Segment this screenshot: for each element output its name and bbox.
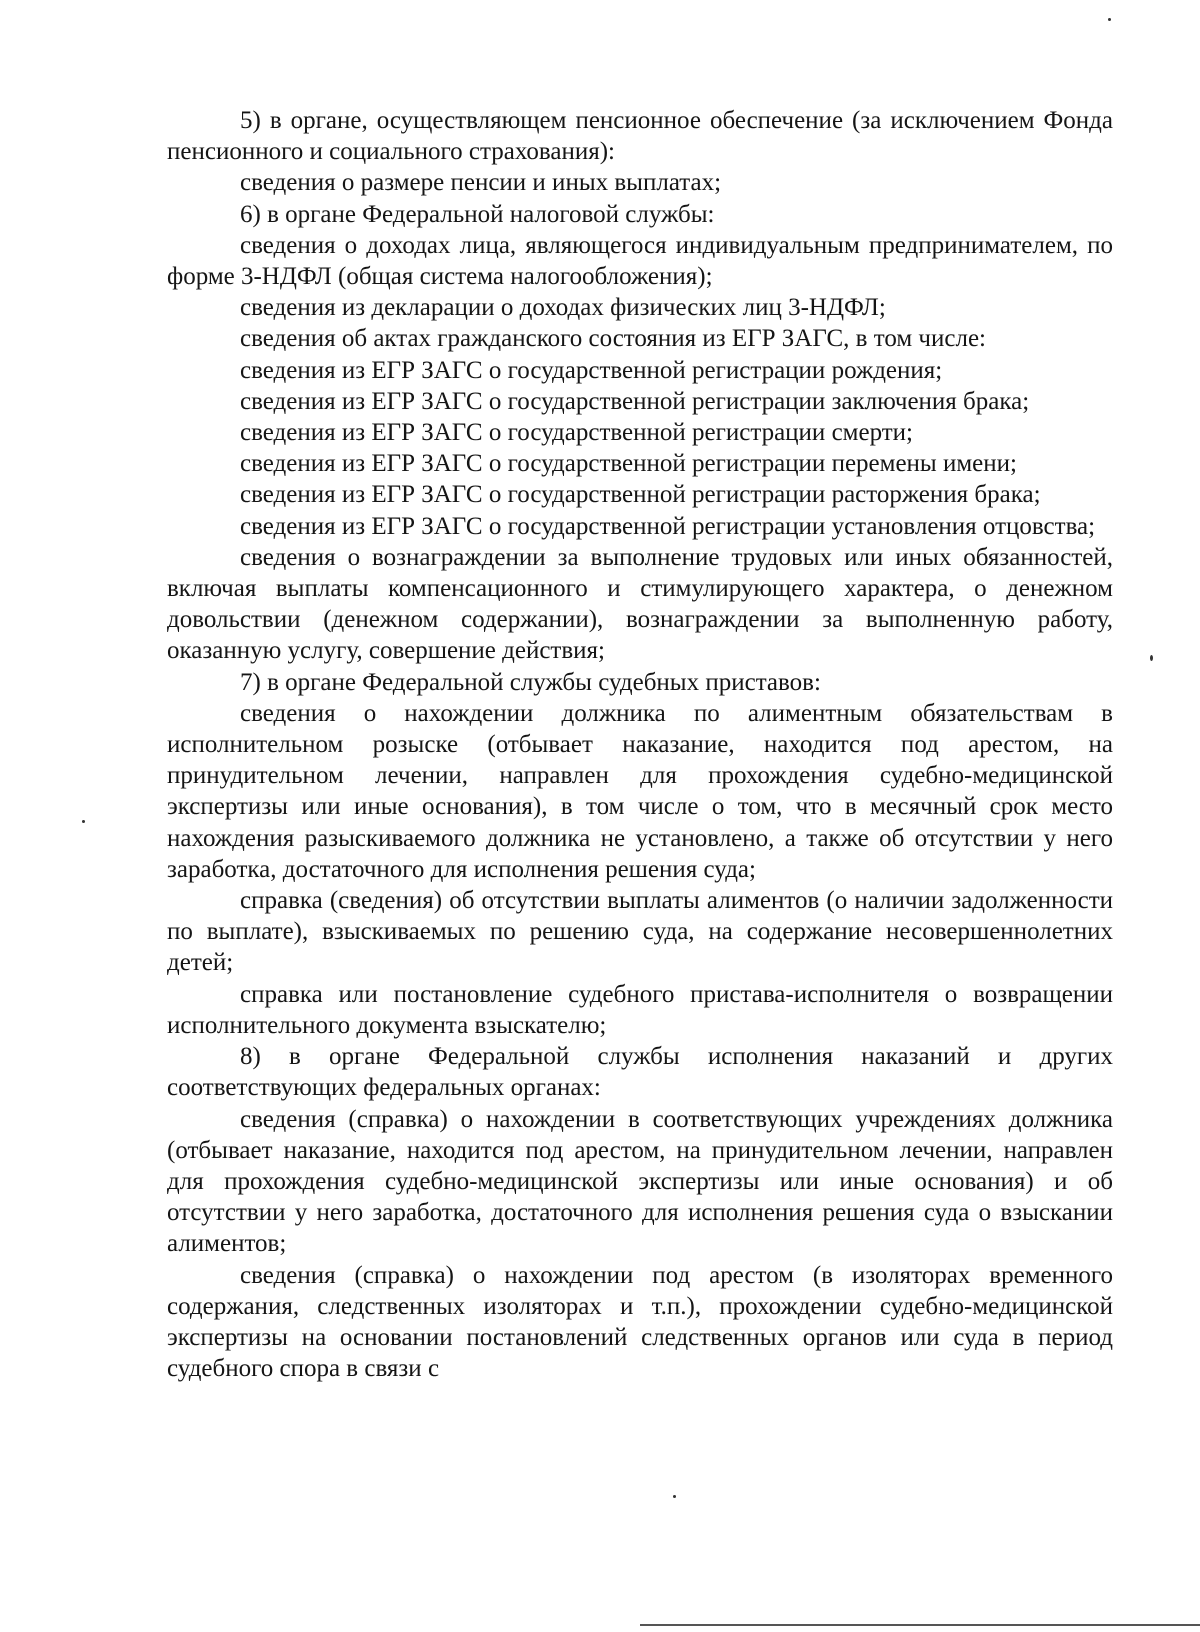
- paragraph-debtor-in-institution: сведения (справка) о нахождении в соответствующих учреждениях должника (отбывает наказание, находится под арестом, на принудительном лечении, направлен для прохождения судебно-медицинской экспертизы или иные основания) и об отсутствии у него заработка, достаточного для исполнения решения суда о взыскании алиментов;: [167, 1105, 1113, 1258]
- scan-speck: [1150, 655, 1153, 661]
- paragraph-declaration-income: сведения из декларации о доходах физических лиц 3-НДФЛ;: [240, 294, 886, 322]
- paragraph-alimony-nonpayment: справка (сведения) об отсутствии выплаты алиментов (о наличии задолженности по выплате), взыскиваемых по решению суда, на содержание несовершеннолетних детей;: [167, 887, 1113, 977]
- paragraph-name-change-registration: сведения из ЕГР ЗАГС о государственной регистрации перемены имени;: [240, 450, 1017, 478]
- paragraph-divorce-registration: сведения из ЕГР ЗАГС о государственной регистрации расторжения брака;: [240, 481, 1041, 509]
- scan-speck: [673, 1495, 676, 1498]
- paragraph-bailiff-resolution: справка или постановление судебного пристава-исполнителя о возвращении исполнительного документа взыскателю;: [167, 980, 1113, 1039]
- paragraph-item-6-tax-service: 6) в органе Федеральной налоговой службы:: [240, 200, 715, 228]
- paragraph-paternity-registration: сведения из ЕГР ЗАГС о государственной регистрации установления отцовства;: [240, 512, 1096, 540]
- paragraph-death-registration: сведения из ЕГР ЗАГС о государственной регистрации смерти;: [240, 419, 913, 447]
- paragraph-entrepreneur-income: сведения о доходах лица, являющегося индивидуальным предпринимателем, по форме 3-НДФЛ (общая система налогообложения);: [167, 231, 1113, 291]
- paragraph-civil-status-acts: сведения об актах гражданского состояния из ЕГР ЗАГС, в том числе:: [240, 325, 986, 353]
- paragraph-remuneration-info: сведения о вознаграждении за выполнение трудовых или иных обязанностей, включая выплаты компенсационного и стимулирующего характера, о денежном довольствии (денежном содержании), вознаграждении за выполненную работу, оказанную услугу, совершение действия;: [167, 543, 1113, 665]
- paragraph-birth-registration: сведения из ЕГР ЗАГС о государственной регистрации рождения;: [240, 356, 943, 384]
- paragraph-arrest-info: сведения (справка) о нахождении под арестом (в изоляторах временного содержания, следственных изоляторах и т.п.), прохождении судебно-медицинской экспертизы на основании постановлений следственных органов или суда в период судебного спора в связи с: [167, 1261, 1113, 1383]
- paragraph-debtor-search: сведения о нахождении должника по алиментным обязательствам в исполнительном розыске (отбывает наказание, находится под арестом, на принудительном лечении, направлен для прохождения судебно-медицинской экспертизы или иные основания), в том числе о том, что в месячный срок место нахождения разыскиваемого должника не установлено, а также об отсутствии у него заработка, достаточного для исполнения решения суда;: [167, 699, 1113, 883]
- paragraph-item-5-pension-body: 5) в органе, осуществляющем пенсионное обеспечение (за исключением Фонда пенсионного и социального страхования):: [167, 107, 1113, 166]
- paragraph-pension-info: сведения о размере пенсии и иных выплатах;: [240, 169, 722, 197]
- scan-speck: [1108, 18, 1111, 21]
- paragraph-item-7-bailiff-service: 7) в органе Федеральной службы судебных приставов:: [240, 668, 821, 696]
- document-body: [167, 105, 1113, 1384]
- paragraph-item-8-penitentiary-service: 8) в органе Федеральной службы исполнения наказаний и других соответствующих федеральных органах:: [167, 1043, 1113, 1102]
- paragraph-marriage-registration: сведения из ЕГР ЗАГС о государственной регистрации заключения брака;: [240, 387, 1030, 415]
- scan-speck: [82, 820, 85, 823]
- scan-bottom-edge: [640, 1624, 1200, 1626]
